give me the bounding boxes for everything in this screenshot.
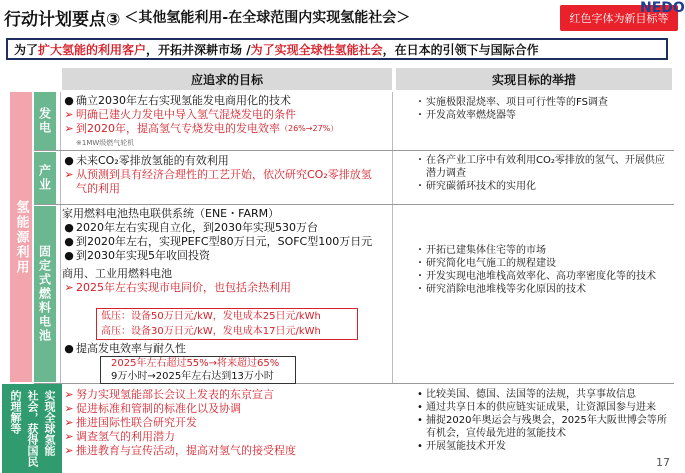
efficiency-box (100, 356, 296, 384)
list-item: ・ 研究简化电气施工的规程建设 (415, 258, 556, 269)
banner-text-1: 为了 (14, 42, 39, 57)
list-item: ➢ 到2020年，提高氢气专烧发电的发电效率 （26%→27%） (64, 122, 339, 135)
banner-text-2: 扩大氢能的利用客户 (38, 42, 147, 57)
list-item: ➢ 调查氢气的利用潜力 (64, 430, 175, 443)
divider-power (34, 150, 674, 151)
list-item: ・ 研究消除电池堆栈等劣化原因的技术 (415, 284, 586, 295)
list-item: ➢ 2025年左右实现市电同价，也包括余热利用 (64, 281, 291, 294)
list-item: • 通过共享日本的供应链实证成果，让资源国参与进来 (417, 402, 656, 413)
cost-low: 低压：设备50万日元/kW，发电成本25日元/kWh (101, 311, 321, 322)
list-item: ・ 研究碳循环技术的实用化 (415, 181, 536, 192)
header-measures: 实现目标的举措 (396, 68, 672, 90)
banner-text-3: ，开拓并深耕市场 / (146, 42, 251, 57)
banner-text-5: ，在日本的引领下与国际合作 (382, 42, 539, 57)
nedo-logo: NEDO (640, 0, 685, 16)
side-bottom-line-1: 实现全球氢能 (43, 390, 56, 456)
new-goals-badge: 红色字体为新目标等 (560, 5, 678, 31)
list-item: • 捕捉2020年奥运会与残奥会，2025年大阪世博会等所有机会，宣传最先进的氢能技术 (417, 415, 667, 439)
fuelcell-goals (62, 207, 392, 295)
list-item: • 开展氢能技术开发 (417, 441, 506, 452)
power-measures (414, 96, 674, 122)
efficiency-goal (62, 342, 392, 356)
footnote: ※1MW级燃气轮机 (76, 139, 135, 147)
side-label-power: 发电 (34, 92, 56, 150)
list-item: ➢ 推进教育与宣传活动，提高对氢气的接受程度 (64, 444, 296, 457)
list-item: ・ 实施极限混烧率、项目可行性等的FS调查 (415, 97, 608, 108)
side-label-hydrogen-use: 氢能源利用 (10, 92, 32, 382)
list-item: ・ 开发高效率燃烧器等 (415, 110, 516, 121)
efficiency-line-1: 2025年左右超过55%→将来超过65% (111, 358, 280, 369)
list-item: ・ 开拓已建集体住宅等的市场 (415, 245, 546, 256)
list-item: ➢ 推进国际性联合研究开发 (64, 416, 197, 429)
header-goals: 应追求的目标 (62, 68, 392, 90)
list-item: ● 未来CO₂零排放氢能的有效利用 (64, 154, 229, 167)
page-title (4, 2, 564, 32)
divider-industry (34, 204, 674, 205)
side-bottom-line-2: 社会，获得国民 (26, 390, 39, 467)
title-main: 行动计划要点③ (4, 9, 121, 30)
industry-goals (62, 154, 392, 196)
list-item: ● 到2020年左右，实现PEFC型80万日元，SOFC型100万日元 (64, 235, 373, 248)
industry-measures (414, 154, 674, 193)
divider-vertical (392, 92, 393, 384)
list-item: • 比较美国、德国、法国等的法规，共享事故信息 (417, 389, 636, 400)
list-item: ・ 在各产业工序中有效利用CO₂零排放的氢气、开展供应潜力调查 (415, 155, 665, 179)
title-sub: ＜其他氢能利用-在全球范围内实现氢能社会＞ (124, 10, 411, 26)
side-label-fuelcell: 固定式燃料电池 (34, 206, 56, 382)
section-heading: 家用燃料电池热电联供系统（ENE・FARM） (62, 207, 280, 220)
side-label-industry: 产业 (34, 152, 56, 204)
cost-high: 高压：设备30万日元/kW，发电成本17日元/kWh (101, 326, 321, 337)
objective-banner (6, 38, 668, 60)
side-label-global (2, 384, 62, 473)
side-bottom-line-3: 的理解等 (9, 390, 22, 434)
global-measures (414, 388, 674, 453)
list-item: ➢ 努力实现氢能部长会议上发表的东京宣言 (64, 388, 274, 401)
list-item: ● 提高发电效率与耐久性 (64, 342, 186, 355)
fuelcell-measures (414, 244, 674, 296)
list-item: ● 2020年左右实现自立化，到2030年实现530万台 (64, 221, 318, 234)
divider-vertical-left (60, 92, 61, 384)
cost-target-box (96, 308, 358, 340)
power-goals (62, 94, 392, 150)
efficiency-line-2: 9万小时→2025年左右达到13万小时 (111, 371, 274, 382)
list-item: ・ 开发实现电池堆栈高效率化、高功率密度化等的技术 (415, 271, 656, 282)
section-heading: 商用、工业用燃料电池 (62, 267, 172, 280)
list-item: ● 确立2030年左右实现氢能发电商用化的技术 (64, 94, 291, 107)
banner-text-4: 为了实现全球性氢能社会 (250, 42, 383, 57)
global-goals (62, 388, 392, 458)
list-item: ● 到2030年实现5年收回投资 (64, 249, 210, 262)
list-item: ➢ 促进标准和管制的标准化以及协调 (64, 402, 241, 415)
page-number: 17 (656, 456, 670, 469)
list-item: ➢ 明确已建火力发电中导入氢气混烧发电的条件 (64, 108, 296, 121)
list-item: ➢ 从预测到具有经济合理性的工艺开始，依次研究CO₂零排放氢气的利用 (64, 168, 372, 195)
